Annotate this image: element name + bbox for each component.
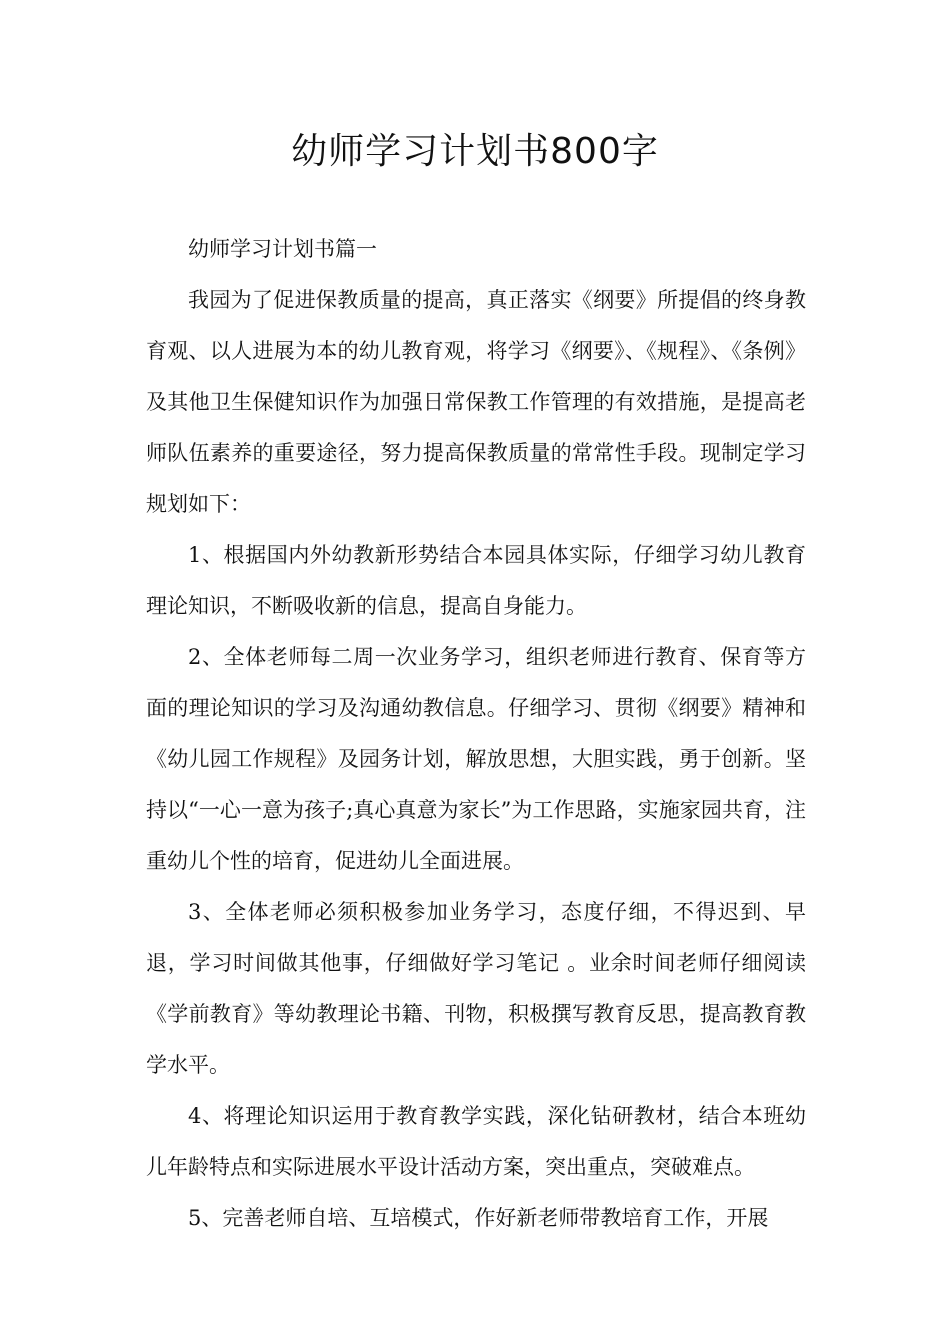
section-heading: 幼师学习计划书篇一 bbox=[188, 237, 377, 261]
paragraph-item-3: 3、全体老师必须积极参加业务学习，态度仔细，不得迟到、早退，学习时间做其他事，仔细做好学习笔记 。业余时间老师仔细阅读《学前教育》等幼教理论书籍、刊物，积极撰写教育反思，提高教育教学水平。 bbox=[146, 900, 806, 1077]
paragraph-item-1: 1、根据国内外幼教新形势结合本园具体实际，仔细学习幼儿教育理论知识，不断吸收新的信息，提高自身能力。 bbox=[146, 543, 806, 618]
paragraph-item-4: 4、将理论知识运用于教育教学实践，深化钻研教材，结合本班幼儿年龄特点和实际进展水平设计活动方案，突出重点，突破难点。 bbox=[146, 1104, 806, 1179]
paragraph-item-5: 5、完善老师自培、互培模式，作好新老师带教培育工作，开展 bbox=[188, 1206, 769, 1230]
paragraph-item-2: 2、全体老师每二周一次业务学习，组织老师进行教育、保育等方面的理论知识的学习及沟通幼教信息。仔细学习、贯彻《纲要》精神和《幼儿园工作规程》及园务计划，解放思想，大胆实践，勇于创新。坚持以“一心一意为孩子;真心真意为家长”为工作思路，实施家园共育，注重幼儿个性的培育，促进幼儿全面进展。 bbox=[146, 645, 806, 873]
document-body bbox=[146, 224, 806, 1244]
paragraph-intro: 我园为了促进保教质量的提高，真正落实《纲要》所提倡的终身教育观、以人进展为本的幼儿教育观，将学习《纲要》、《规程》、《条例》及其他卫生保健知识作为加强日常保教工作管理的有效措施，是提高老师队伍素养的重要途径，努力提高保教质量的常常性手段。现制定学习规划如下： bbox=[146, 288, 806, 516]
document-title: 幼师学习计划书800字 bbox=[291, 131, 659, 172]
